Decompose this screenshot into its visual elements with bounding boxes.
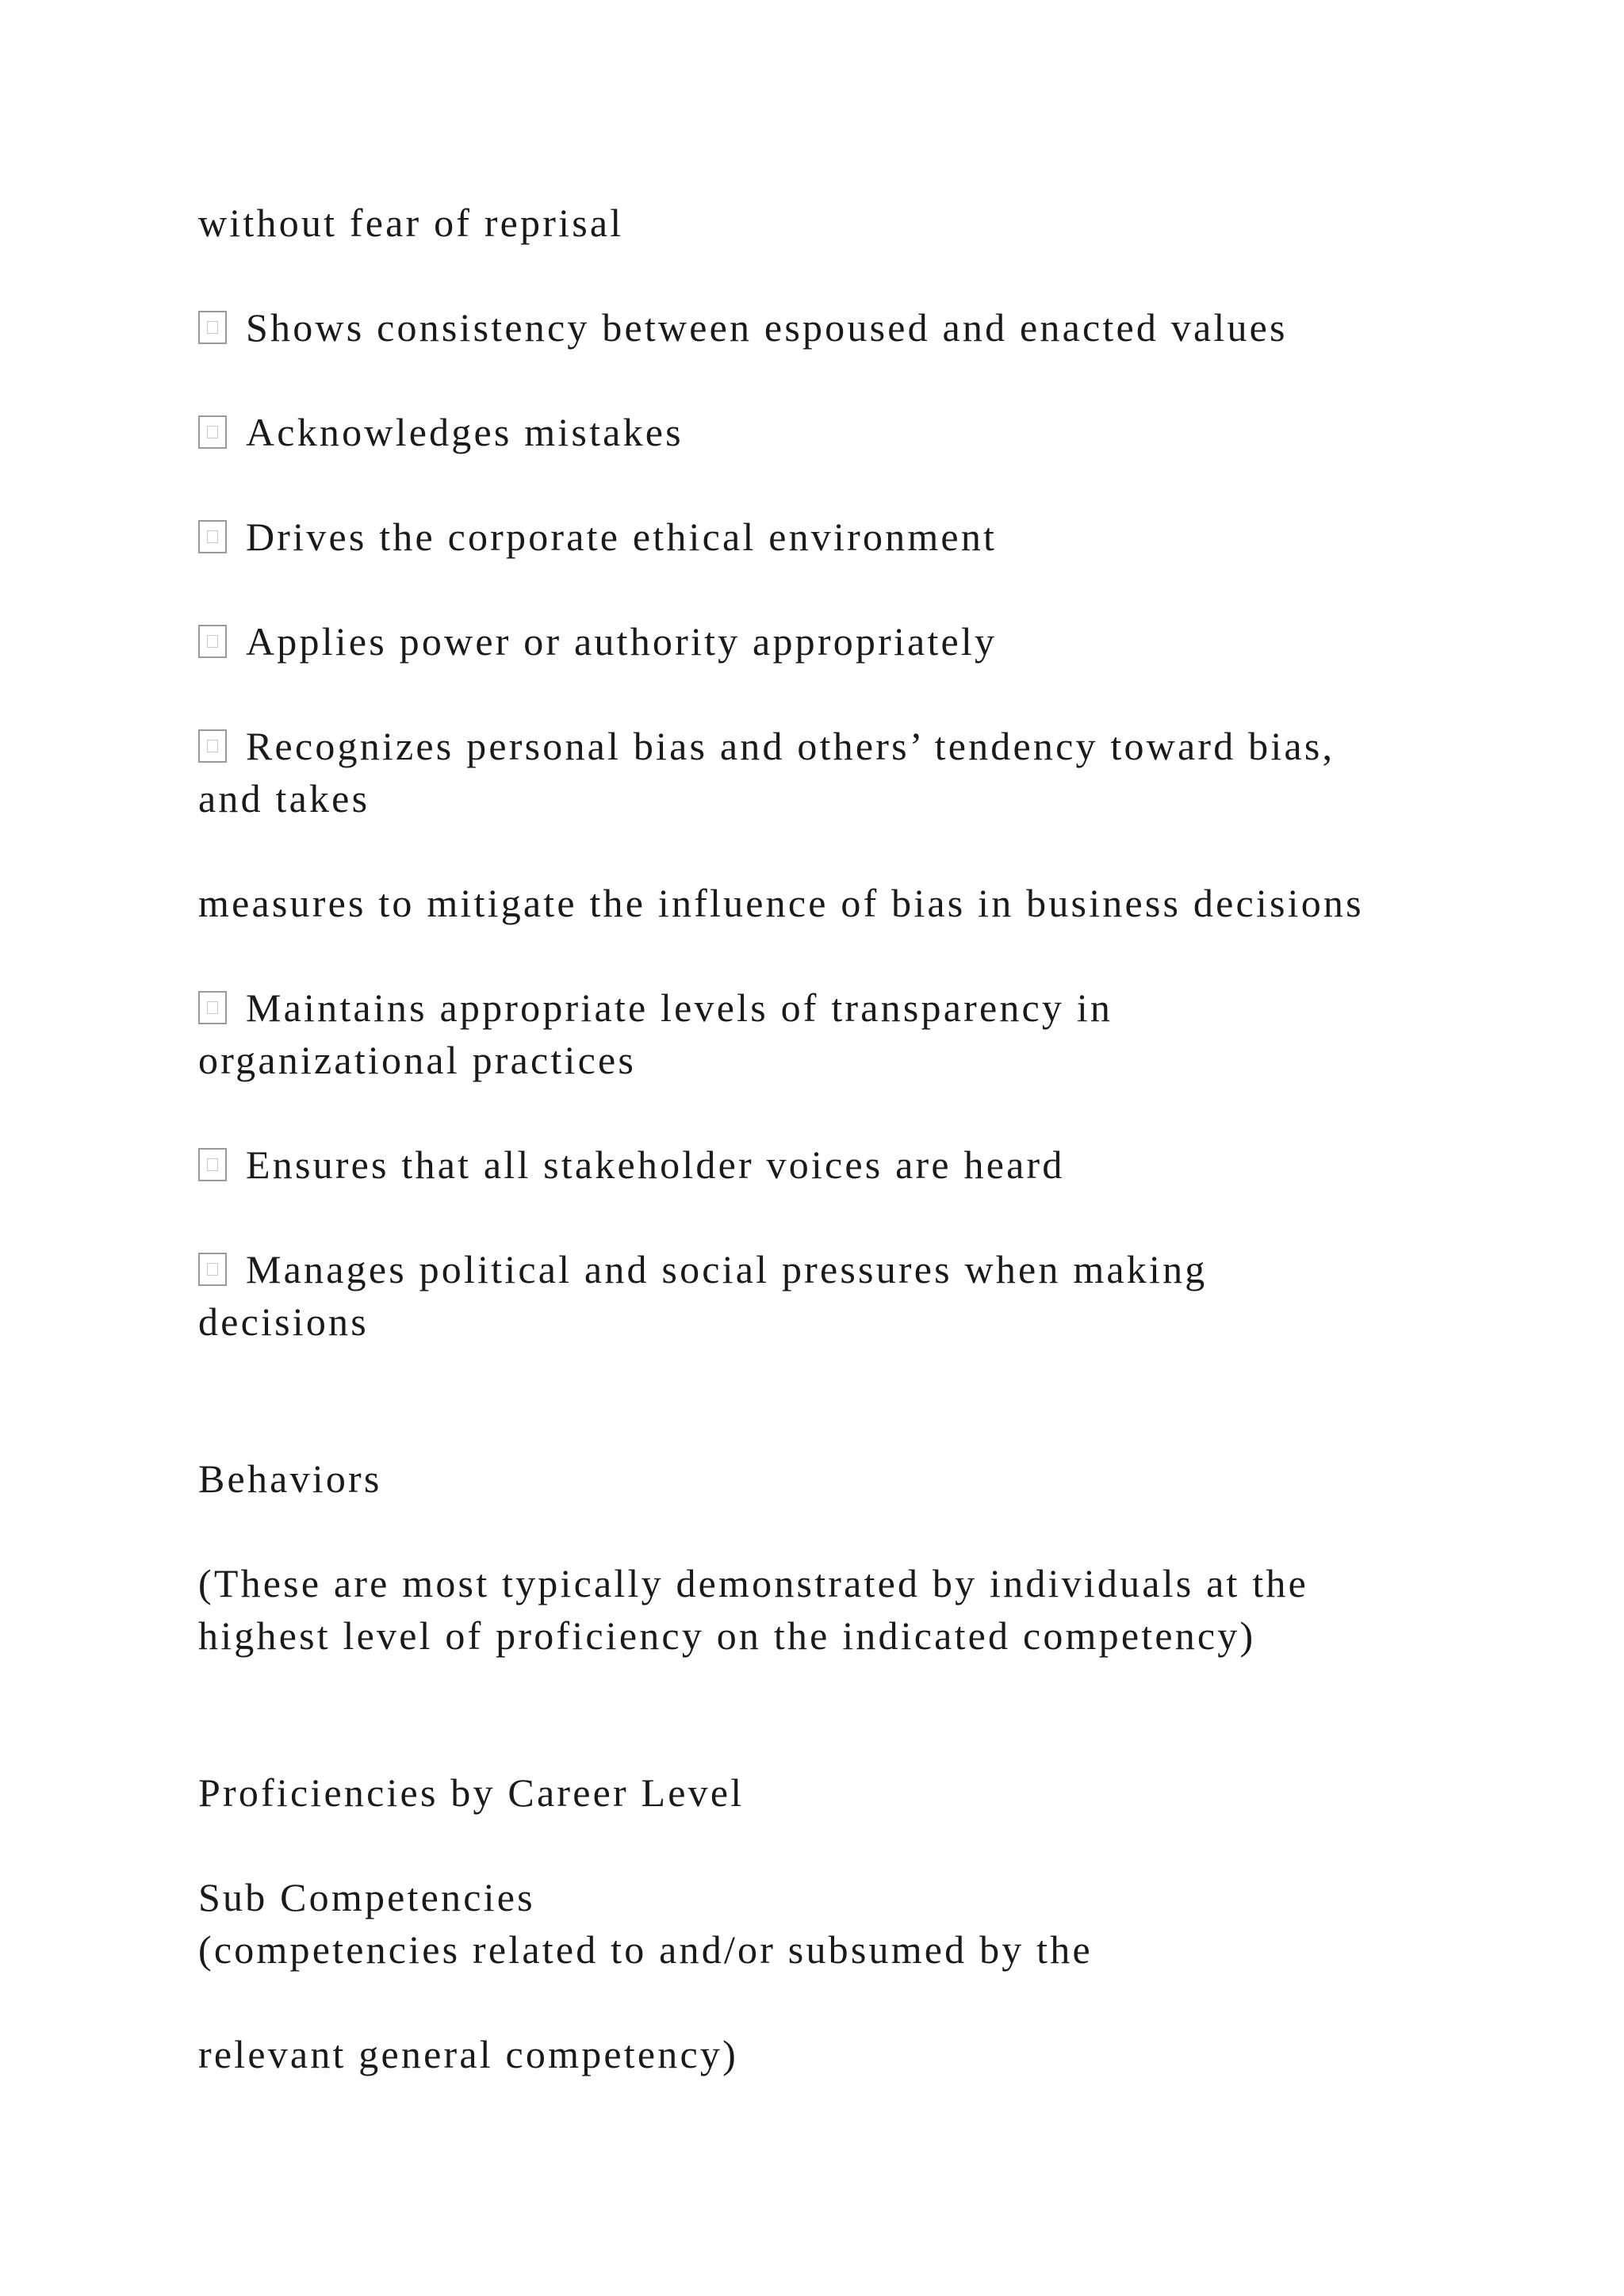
text-line: highest level of proficiency on the indicated competency)	[198, 1613, 1256, 1658]
missing-glyph-box-icon	[198, 625, 227, 658]
bullet-item	[198, 1138, 1065, 1191]
text-line: (These are most typically demonstrated by individuals at the	[198, 1561, 1309, 1605]
bullet-text: Drives the corporate ethical environment	[246, 515, 998, 559]
missing-glyph-box-icon	[198, 1148, 227, 1181]
bullet-item	[198, 406, 684, 458]
bullet-text: Recognizes personal bias and others’ tendency toward bias,	[246, 724, 1335, 768]
bullet-text: Ensures that all stakeholder voices are heard	[246, 1142, 1065, 1187]
section-heading: Proficiencies by Career Level	[198, 1770, 745, 1815]
text-line: relevant general competency)	[198, 2032, 738, 2076]
bullet-text: Manages political and social pressures when making	[246, 1247, 1208, 1292]
bullet-item	[198, 301, 1288, 354]
text-line: decisions	[198, 1299, 369, 1344]
missing-glyph-box-icon	[198, 311, 227, 344]
text-line: without fear of reprisal	[198, 201, 624, 245]
missing-glyph-box-icon	[198, 1253, 227, 1286]
section-heading: Sub Competencies	[198, 1875, 535, 1919]
text-line: organizational practices	[198, 1038, 637, 1082]
missing-glyph-box-icon	[198, 520, 227, 553]
bullet-item	[198, 511, 997, 563]
bullet-text: Maintains appropriate levels of transparency in	[246, 985, 1113, 1030]
text-line: (competencies related to and/or subsumed by the	[198, 1927, 1093, 1972]
bullet-item	[198, 982, 1113, 1034]
section-heading: Behaviors	[198, 1456, 382, 1501]
bullet-text: Applies power or authority appropriately	[246, 619, 998, 664]
text-line: and takes	[198, 776, 370, 821]
missing-glyph-box-icon	[198, 991, 227, 1024]
missing-glyph-box-icon	[198, 729, 227, 763]
bullet-item	[198, 615, 997, 668]
bullet-item	[198, 720, 1335, 772]
text-line: measures to mitigate the influence of bias in business decisions	[198, 881, 1364, 925]
bullet-item	[198, 1243, 1208, 1295]
bullet-text: Shows consistency between espoused and enacted values	[246, 305, 1288, 350]
bullet-text: Acknowledges mistakes	[246, 410, 684, 454]
missing-glyph-box-icon	[198, 415, 227, 449]
